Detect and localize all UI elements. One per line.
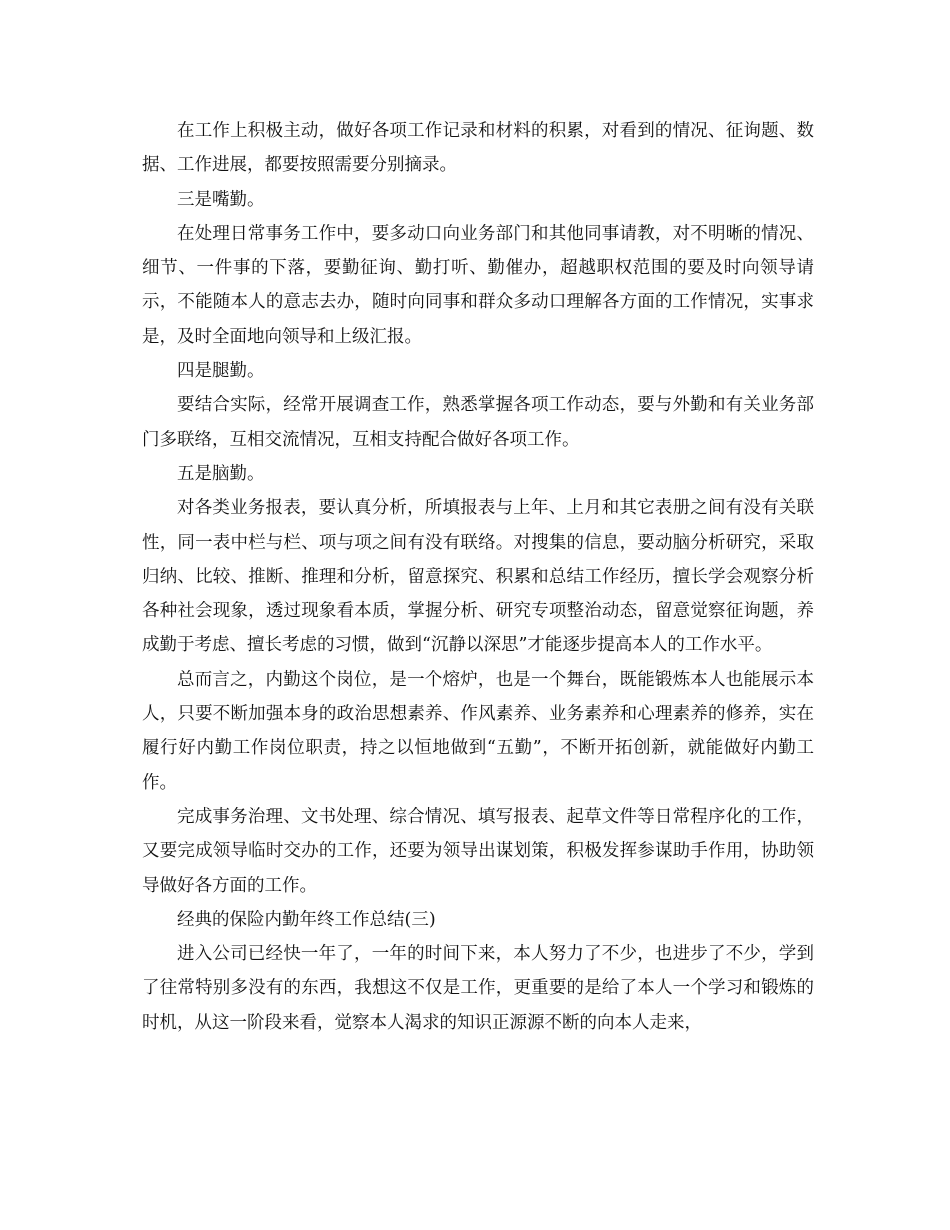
paragraph-brain-diligence: 对各类业务报表，要认真分析，所填报表与上年、上月和其它表册之间有没有关联性，同一表中栏与栏、项与项之间有没有联络。对搜集的信息，要动脑分析研究，采取归纳、比较、推断、推理和分析，留意探究、积累和总结工作经历，擅长学会观察分析各种社会现象，透过现象看本质，掌握分析、研究专项整治动态，留意觉察征询题，养成勤于考虑、擅长考虑的习惯，做到“沉静以深思”才能逐步提高本人的工作水平。: [142, 498, 814, 656]
heading-leg-diligence: 四是腿勤。: [177, 361, 265, 382]
paragraph-record-keeping: 在工作上积极主动，做好各项工作记录和材料的积累，对看到的情况、征询题、数据、工作进展，都要按照需要分别摘录。: [142, 121, 814, 176]
heading-brain-diligence: 五是脑勤。: [177, 463, 265, 484]
document-body: [142, 114, 814, 1040]
section-title: 经典的保险内勤年终工作总结(三): [177, 909, 436, 930]
paragraph-leg-diligence: 要结合实际，经常开展调查工作，熟悉掌握各项工作动态，要与外勤和有关业务部门多联络，互相交流情况，互相支持配合做好各项工作。: [142, 395, 814, 450]
paragraph-mouth-diligence: 在处理日常事务工作中，要多动口向业务部门和其他同事请教，对不明晰的情况、细节、一件事的下落，要勤征询、勤打听、勤催办，超越职权范围的要及时向领导请示，不能随本人的意志去办，随时向同事和群众多动口理解各方面的工作情况，实事求是，及时全面地向领导和上级汇报。: [142, 223, 814, 347]
paragraph-intro: 进入公司已经快一年了，一年的时间下来，本人努力了不少，也进步了不少，学到了往常特别多没有的东西，我想这不仅是工作，更重要的是给了本人一个学习和锻炼的时机，从这一阶段来看，觉察本人渴求的知识正源源不断的向本人走来，: [142, 944, 814, 1033]
heading-mouth-diligence: 三是嘴勤。: [177, 189, 265, 210]
paragraph-duties: 完成事务治理、文书处理、综合情况、填写报表、起草文件等日常程序化的工作，又要完成领导临时交办的工作，还要为领导出谋划策，积极发挥参谋助手作用，协助领导做好各方面的工作。: [142, 806, 814, 896]
paragraph-summary: 总而言之，内勤这个岗位，是一个熔炉，也是一个舞台，既能锻炼本人也能展示本人，只要不断加强本身的政治思想素养、作风素养、业务素养和心理素养的修养，实在履行好内勤工作岗位职责，持之以恒地做到“五勤”，不断开拓创新，就能做好内勤工作。: [142, 669, 814, 793]
